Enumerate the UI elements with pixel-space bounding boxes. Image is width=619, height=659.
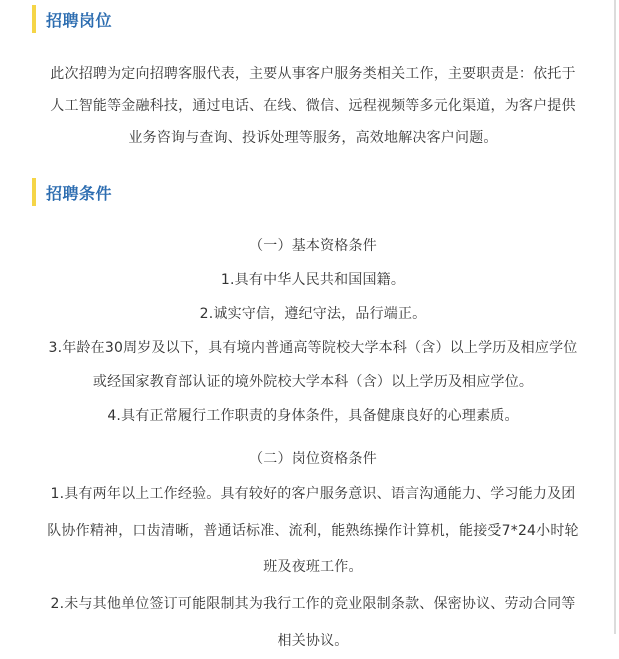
paragraph-line: 人工智能等金融科技，通过电话、在线、微信、远程视频等多元化渠道，为客户提供	[50, 98, 576, 114]
section-heading-positions	[32, 5, 112, 33]
post-qualifications	[26, 443, 600, 659]
section-title-requirements: 招聘条件	[46, 183, 113, 203]
basic-qualifications	[26, 229, 600, 433]
requirement-item: 4.具有正常履行工作职责的身体条件，具备健康良好的心理素质。	[107, 408, 519, 424]
requirement-item: 2.未与其他单位签订可能限制其为我行工作的竞业限制条款、保密协议、劳动合同等	[50, 596, 576, 612]
requirement-item: 班及夜班工作。	[263, 559, 363, 575]
requirement-item: 或经国家教育部认证的境外院校大学本科（含）以上学历及相应学位。	[92, 374, 534, 390]
right-divider	[614, 0, 616, 634]
job-description-paragraph	[26, 58, 600, 154]
requirement-item: 相关协议。	[277, 633, 349, 649]
requirement-item: 1.具有两年以上工作经验。具有较好的客户服务意识、语言沟通能力、学习能力及团	[50, 486, 576, 502]
requirement-item: 1.具有中华人民共和国国籍。	[220, 272, 406, 288]
subsection-title-post: （二）岗位资格条件	[249, 451, 377, 467]
heading-accent-bar	[32, 178, 36, 206]
requirement-item: 3.年龄在30周岁及以下，具有境内普通高等院校大学本科（含）以上学历及相应学位	[48, 340, 578, 356]
paragraph-line: 业务咨询与查询、投诉处理等服务，高效地解决客户问题。	[128, 130, 498, 146]
requirement-item: 队协作精神，口齿清晰，普通话标准、流利，能熟练操作计算机，能接受7*24小时轮	[47, 523, 579, 539]
paragraph-line: 此次招聘为定向招聘客服代表，主要从事客户服务类相关工作，主要职责是：依托于	[50, 66, 576, 82]
section-title-positions: 招聘岗位	[46, 10, 113, 30]
requirement-item: 2.诚实守信，遵纪守法，品行端正。	[199, 306, 427, 322]
heading-accent-bar	[32, 5, 36, 33]
section-heading-requirements	[32, 178, 112, 206]
subsection-title-basic: （一）基本资格条件	[249, 238, 377, 254]
